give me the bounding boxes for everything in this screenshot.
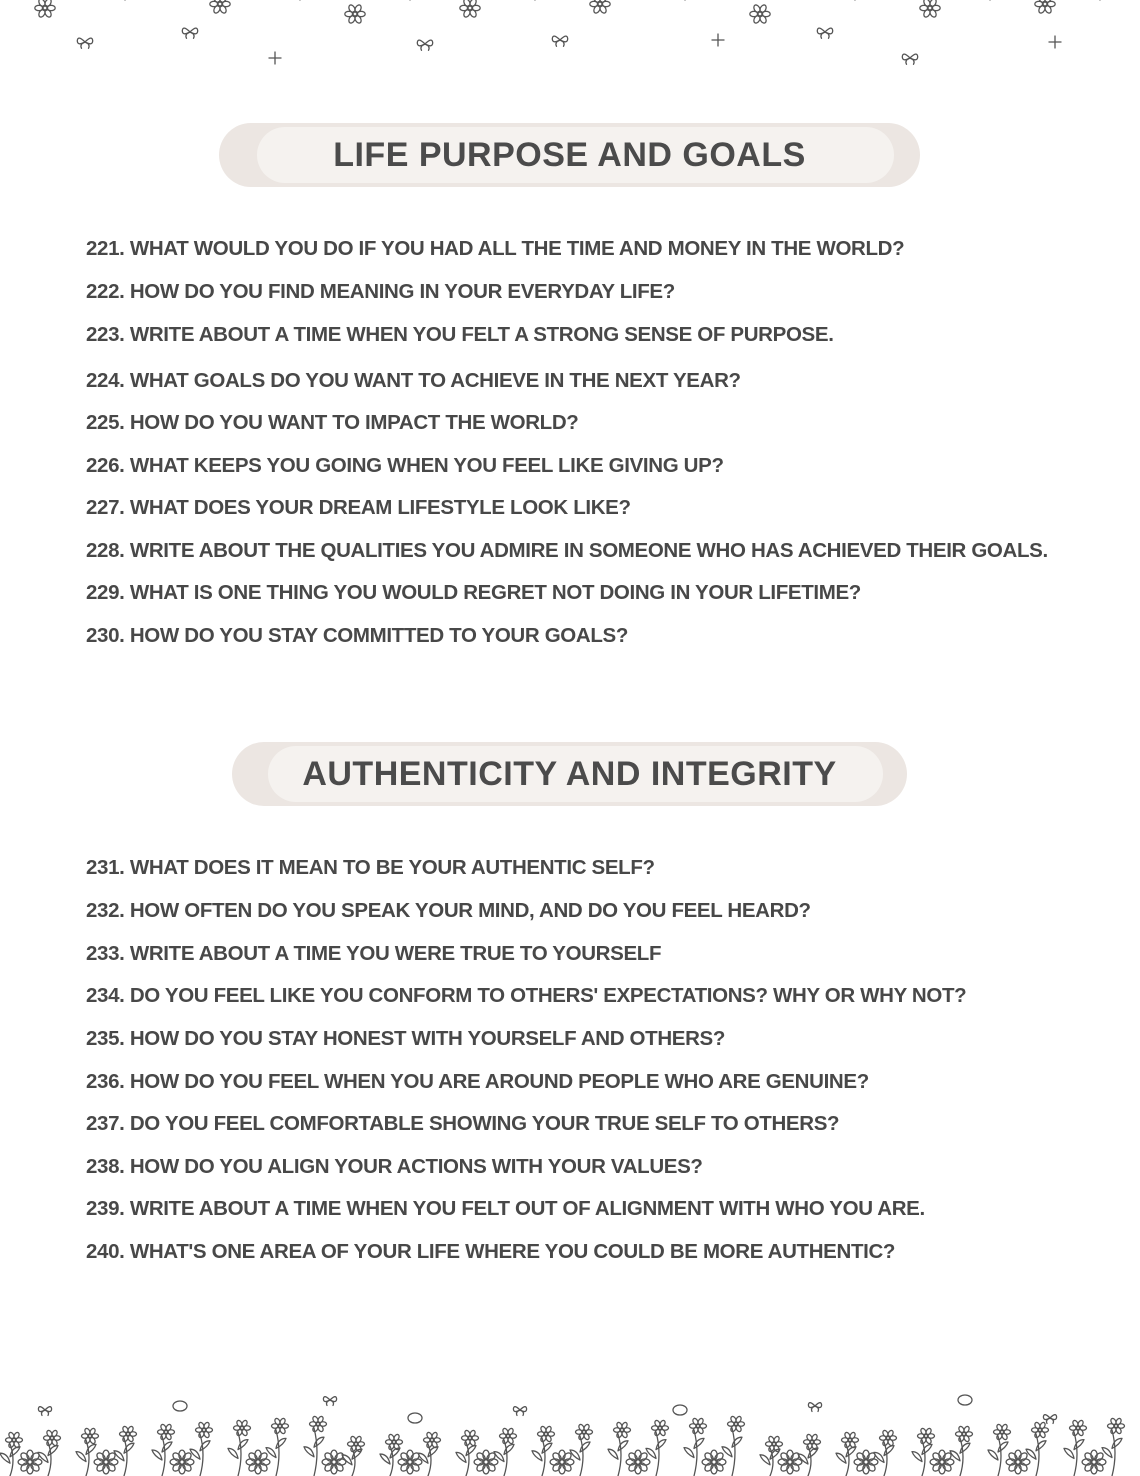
flower-doodle-icon (0, 0, 1140, 80)
section-header-life-purpose (219, 123, 920, 187)
prompt-item: 234. DO YOU FEEL LIKE YOU CONFORM TO OTHERS' EXPECTATIONS? WHY OR WHY NOT? (86, 984, 967, 1007)
prompt-item: 237. DO YOU FEEL COMFORTABLE SHOWING YOUR TRUE SELF TO OTHERS? (86, 1112, 840, 1135)
prompt-item: 240. WHAT'S ONE AREA OF YOUR LIFE WHERE YOU COULD BE MORE AUTHENTIC? (86, 1240, 896, 1263)
prompt-item: 232. HOW OFTEN DO YOU SPEAK YOUR MIND, AND DO YOU FEEL HEARD? (86, 899, 811, 922)
section-header-authenticity (232, 742, 907, 806)
prompt-item: 226. WHAT KEEPS YOU GOING WHEN YOU FEEL LIKE GIVING UP? (86, 454, 724, 477)
prompt-item: 235. HOW DO YOU STAY HONEST WITH YOURSELF AND OTHERS? (86, 1027, 726, 1050)
prompt-item: 228. WRITE ABOUT THE QUALITIES YOU ADMIRE IN SOMEONE WHO HAS ACHIEVED THEIR GOALS. (86, 539, 1048, 562)
prompt-item: 231. WHAT DOES IT MEAN TO BE YOUR AUTHENTIC SELF? (86, 856, 655, 879)
prompt-item: 239. WRITE ABOUT A TIME WHEN YOU FELT OUT OF ALIGNMENT WITH WHO YOU ARE. (86, 1197, 925, 1220)
prompt-item: 224. WHAT GOALS DO YOU WANT TO ACHIEVE IN THE NEXT YEAR? (86, 369, 741, 392)
prompt-item: 238. HOW DO YOU ALIGN YOUR ACTIONS WITH YOUR VALUES? (86, 1155, 703, 1178)
prompt-item: 236. HOW DO YOU FEEL WHEN YOU ARE AROUND PEOPLE WHO ARE GENUINE? (86, 1070, 869, 1093)
prompt-item: 225. HOW DO YOU WANT TO IMPACT THE WORLD? (86, 411, 579, 434)
prompt-item: 222. HOW DO YOU FIND MEANING IN YOUR EVERYDAY LIFE? (86, 280, 675, 303)
prompt-item: 229. WHAT IS ONE THING YOU WOULD REGRET NOT DOING IN YOUR LIFETIME? (86, 581, 861, 604)
top-floral-border (0, 0, 1140, 80)
bottom-floral-border (0, 1390, 1140, 1476)
flower-doodle-icon (0, 1390, 1140, 1476)
prompt-item: 221. WHAT WOULD YOU DO IF YOU HAD ALL THE TIME AND MONEY IN THE WORLD? (86, 237, 905, 260)
section-title: LIFE PURPOSE AND GOALS (333, 136, 806, 174)
prompt-item: 223. WRITE ABOUT A TIME WHEN YOU FELT A STRONG SENSE OF PURPOSE. (86, 323, 834, 346)
prompt-item: 227. WHAT DOES YOUR DREAM LIFESTYLE LOOK LIKE? (86, 496, 631, 519)
prompt-item: 230. HOW DO YOU STAY COMMITTED TO YOUR GOALS? (86, 624, 629, 647)
section-title: AUTHENTICITY AND INTEGRITY (302, 755, 837, 793)
prompt-item: 233. WRITE ABOUT A TIME YOU WERE TRUE TO YOURSELF (86, 942, 662, 965)
